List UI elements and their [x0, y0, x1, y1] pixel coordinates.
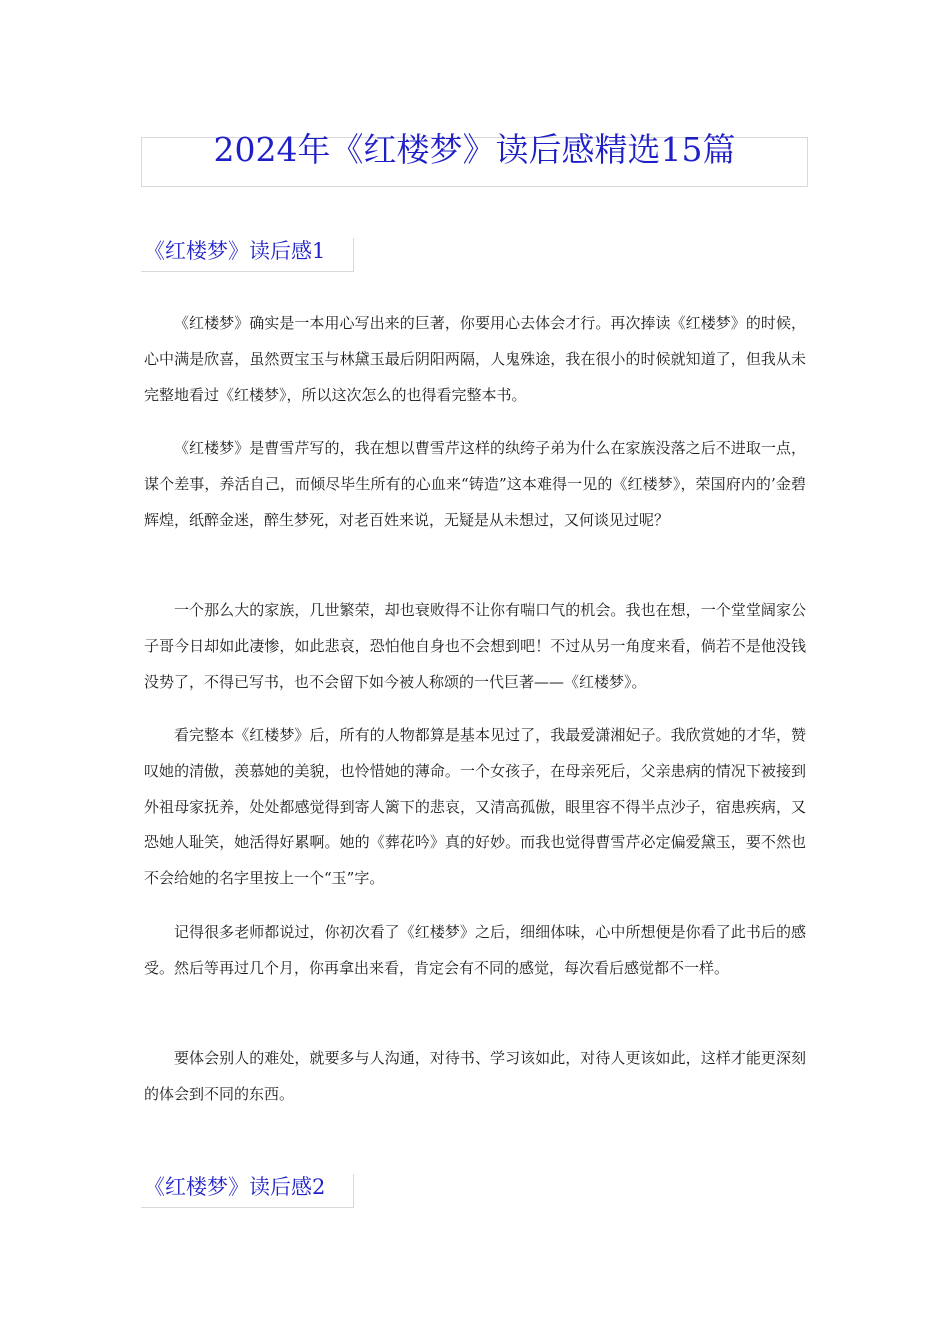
section-heading-2: 《红楼梦》读后感2 [141, 1174, 354, 1208]
paragraph-6: 要体会别人的难处，就要多与人沟通，对待书、学习该如此，对待人更该如此，这样才能更深刻的体会到不同的东西。 [144, 1049, 806, 1103]
document-title-text: 2024年《红楼梦》读后感精选15篇 [213, 130, 736, 169]
section-heading-1: 《红楼梦》读后感1 [141, 238, 354, 272]
paragraph-3: 一个那么大的家族，几世繁荣，却也衰败得不让你有喘口气的机会。我也在想，一个堂堂阔家公子哥今日却如此凄惨，如此悲哀，恐怕他自身也不会想到吧！不过从另一角度来看，倘若不是他没钱没势了，不得已写书，也不会留下如今被人称颂的一代巨著——《红楼梦》。 [144, 601, 806, 691]
paragraph-4: 看完整本《红楼梦》后，所有的人物都算是基本见过了，我最爱潇湘妃子。我欣赏她的才华，赞叹她的清傲，羡慕她的美貌，也怜惜她的薄命。一个女孩子，在母亲死后，父亲患病的情况下被接到外祖母家抚养，处处都感觉得到寄人篱下的悲哀，又清高孤傲，眼里容不得半点沙子，宿患疾病，又恐她人耻笑，她活得好累啊。她的《葬花吟》真的好妙。而我也觉得曹雪芹必定偏爱黛玉，要不然也不会给她的名字里按上一个“玉”字。 [144, 726, 806, 888]
paragraph-5: 记得很多老师都说过，你初次看了《红楼梦》之后，细细体味，心中所想便是你看了此书后的感受。然后等再过几个月，你再拿出来看，肯定会有不同的感觉，每次看后感觉都不一样。 [144, 923, 806, 977]
document-title [141, 130, 808, 187]
paragraph-2: 《红楼梦》是曹雪芹写的，我在想以曹雪芹这样的纨绔子弟为什么在家族没落之后不进取一点，谋个差事，养活自己，而倾尽毕生所有的心血来“铸造”这本难得一见的《红楼梦》，荣国府内的’金碧辉煌，纸醉金迷，醉生梦死，对老百姓来说，无疑是从未想过，又何谈见过呢？ [144, 439, 806, 529]
paragraph-1: 《红楼梦》确实是一本用心写出来的巨著，你要用心去体会才行。再次捧读《红楼梦》的时候，心中满是欣喜，虽然贾宝玉与林黛玉最后阴阳两隔，人鬼殊途，我在很小的时候就知道了，但我从未完整地看过《红楼梦》，所以这次怎么的也得看完整本书。 [144, 314, 806, 404]
